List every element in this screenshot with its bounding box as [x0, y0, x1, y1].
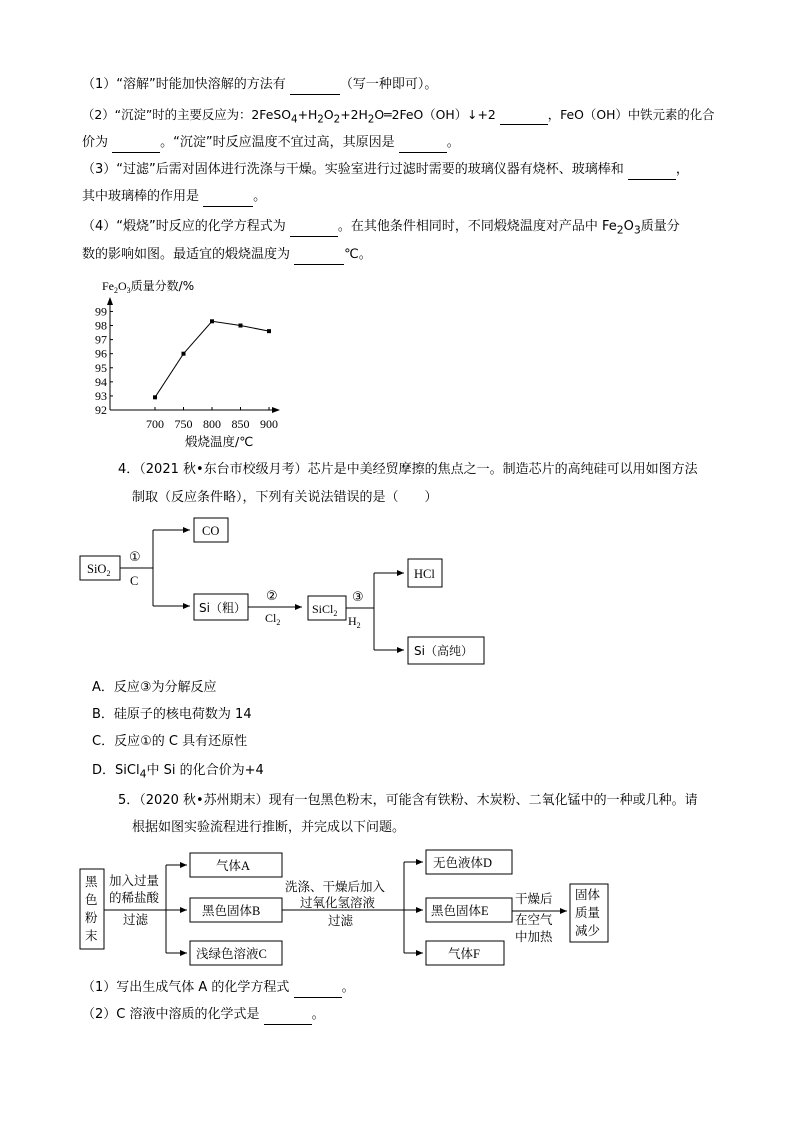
- q3-part4-text: 。在其他条件相同时，不同煅烧温度对产品中 Fe: [337, 219, 617, 234]
- silicon-process-diagram: [78, 515, 498, 675]
- chart-axes: [107, 297, 280, 413]
- q3-part2-line2: [82, 134, 460, 153]
- step3-label: 干燥后: [515, 892, 553, 906]
- answer-blank[interactable]: [264, 1006, 312, 1025]
- result-label: 减少: [575, 924, 601, 938]
- start-label-char: 黑: [85, 875, 98, 889]
- option-b[interactable]: [92, 706, 252, 724]
- solid-e-label: 黑色固体E: [431, 904, 489, 918]
- reaction-2-reagent: $Cl_2$: [265, 611, 281, 627]
- answer-blank[interactable]: [290, 218, 338, 237]
- q5-stem-line1: [118, 792, 698, 810]
- q3-part4-text: 数的影响如图。最适宜的煅烧温度为: [82, 247, 295, 262]
- q3-part4-line1: [82, 218, 680, 240]
- q3-part4-tail: ℃。: [344, 247, 372, 262]
- y-tick-label: 93: [95, 388, 107, 403]
- q3-part4-text: O: [623, 219, 634, 234]
- q3-part2-text: （2）“沉淀”时的主要反应为：2FeSO: [82, 107, 291, 122]
- x-axis-arrow: [272, 407, 280, 413]
- q3-part3-text: 其中玻璃棒的作用是: [82, 189, 204, 204]
- q3-part2-text: O═2FeO（OH）↓+2: [374, 107, 500, 122]
- q3-part2-tail: ，FeO（OH）中铁元素的化合: [547, 107, 715, 122]
- step1-label: 的稀盐酸: [109, 891, 160, 905]
- reaction-1-label: ①: [129, 550, 141, 565]
- q5-stem-line2: 根据如图实验流程进行推断，并完成以下问题。: [132, 820, 406, 835]
- question-text: 现有一包黑色粉末，可能含有铁粉、木炭粉、二氧化锰中的一种或几种。请: [268, 793, 698, 808]
- data-point: [239, 324, 243, 328]
- reaction-3-label: ③: [352, 590, 364, 605]
- step1-label: 过滤: [123, 913, 149, 927]
- answer-blank[interactable]: [500, 106, 548, 125]
- data-point: [182, 352, 186, 356]
- gas-f-label: 气体F: [448, 947, 480, 961]
- question-number: 5．: [118, 793, 140, 808]
- subscript: 2: [616, 223, 624, 237]
- chart-ticks: [95, 304, 278, 431]
- start-label-char: 末: [85, 929, 98, 943]
- chart-xlabel: 煅烧温度/℃: [185, 434, 254, 449]
- option-label: D．: [92, 763, 116, 778]
- step2-label: 洗涤、干燥后加入: [285, 880, 386, 894]
- subscript: 2: [333, 113, 341, 126]
- x-tick-label: 900: [260, 417, 278, 431]
- liquid-d-label: 无色液体D: [433, 856, 493, 870]
- answer-blank[interactable]: [399, 134, 447, 153]
- q5-sub1-tail: 。: [341, 980, 355, 995]
- q5-sub1: [82, 979, 355, 998]
- data-point: [153, 395, 157, 399]
- reaction-2-label: ②: [266, 589, 278, 604]
- x-tick-label: 700: [146, 417, 164, 431]
- q3-part3-tail: 。: [253, 189, 267, 204]
- q3-part3-tail: ，: [675, 162, 689, 177]
- start-label-char: 色: [85, 893, 98, 907]
- x-tick-label: 850: [231, 417, 250, 431]
- q3-part1-text: （1）“溶解”时能加快溶解的方法有: [82, 77, 290, 92]
- experiment-flow-diagram: [78, 845, 618, 970]
- option-text: 反应③为分解反应: [113, 680, 217, 695]
- q4-stem-line1: [118, 461, 698, 479]
- answer-blank[interactable]: [628, 161, 676, 180]
- chart-ylabel: $Fe_2O_3$质量分数/%: [102, 279, 195, 295]
- option-label: C．: [92, 734, 115, 749]
- q4-stem-line2: 制取（反应条件略），下列有关说法错误的是（ ）: [132, 490, 438, 505]
- y-tick-label: 92: [95, 403, 107, 417]
- q3-part4-tail: 质量分: [640, 219, 680, 234]
- series-line: [155, 321, 269, 397]
- answer-blank[interactable]: [294, 979, 342, 998]
- option-text: 硅原子的核电荷数为 14: [113, 707, 252, 722]
- option-d[interactable]: [92, 762, 264, 784]
- step2-label: 过氧化氢溶液: [300, 896, 376, 910]
- q3-part2-text: O: [323, 107, 334, 122]
- subscript: 3: [633, 223, 641, 237]
- answer-blank[interactable]: [290, 76, 340, 95]
- q3-part3-line1: [82, 161, 689, 180]
- sicl2-label: SiCl$_2$: [312, 602, 338, 618]
- si-pure-label: Si（高纯）: [414, 644, 473, 658]
- y-tick-label: 96: [95, 346, 107, 361]
- subscript: 2: [367, 113, 375, 126]
- step1-label: 加入过量: [109, 874, 160, 888]
- reaction-3-reagent: $H_2$: [348, 614, 361, 630]
- sio2-label: SiO$_2$: [87, 562, 111, 578]
- option-c[interactable]: [92, 733, 247, 751]
- step2-label: 过滤: [328, 914, 354, 928]
- option-label: A．: [92, 680, 114, 695]
- data-point: [210, 319, 214, 323]
- q3-part2-text: +H: [297, 107, 318, 122]
- q3-part1: [82, 76, 437, 95]
- solution-c-label: 浅绿色溶液C: [196, 947, 267, 961]
- y-tick-label: 94: [95, 374, 107, 389]
- solid-b-label: 黑色固体B: [202, 904, 261, 918]
- subscript: 4: [139, 767, 147, 781]
- step3-label: 在空气: [515, 913, 553, 927]
- option-label: B．: [92, 707, 114, 722]
- y-tick-label: 95: [95, 360, 107, 375]
- question-text: 芯片是中美经贸摩擦的焦点之一。制造芯片的高纯硅可以用如图方法: [307, 462, 698, 477]
- q5-sub1-text: （1）写出生成气体 A 的化学方程式: [82, 980, 294, 995]
- result-label: 固体: [575, 888, 601, 902]
- option-a[interactable]: [92, 679, 217, 697]
- calcination-chart: [82, 270, 302, 455]
- q5-sub2-text: （2）C 溶液中溶质的化学式是: [82, 1007, 264, 1022]
- q3-part1-tail: （写一种即可）。: [339, 77, 438, 92]
- chart-series: [153, 319, 271, 399]
- subscript: 2: [317, 113, 324, 126]
- q3-part2-text: 价为: [82, 135, 113, 150]
- option-text: SiCl: [115, 763, 140, 778]
- answer-blank[interactable]: [112, 134, 160, 153]
- q3-part2-tail: 。: [446, 135, 460, 150]
- q3-part2-text: +2H: [340, 107, 368, 122]
- question-number: 4．: [118, 462, 140, 477]
- q5-sub2: [82, 1006, 325, 1025]
- reaction-1-reagent: C: [130, 574, 139, 588]
- hcl-label: HCl: [414, 567, 435, 581]
- question-source: （2021 秋•东台市校级月考）: [139, 462, 308, 477]
- q3-part3-text: （3）“过滤”后需对固体进行洗涤与干燥。实验室进行过滤时需要的玻璃仪器有烧杯、玻璃棒和: [82, 162, 628, 177]
- step3-label: 中加热: [515, 930, 553, 944]
- option-text: 反应①的 C 具有还原性: [114, 734, 248, 749]
- q5-sub2-tail: 。: [311, 1007, 325, 1022]
- result-label: 质量: [575, 906, 601, 920]
- y-tick-label: 97: [95, 332, 107, 347]
- q3-part2-text: 。“沉淀”时反应温度不宜过高，其原因是: [160, 135, 399, 150]
- x-tick-label: 800: [203, 417, 221, 431]
- y-tick-label: 98: [95, 318, 107, 333]
- y-tick-label: 99: [95, 304, 107, 319]
- co-label: CO: [202, 524, 220, 538]
- question-source: （2020 秋•苏州期末）: [139, 793, 269, 808]
- start-label-char: 粉: [85, 911, 98, 925]
- answer-blank[interactable]: [294, 246, 344, 265]
- q3-part3-line2: [82, 188, 266, 207]
- answer-blank[interactable]: [203, 188, 253, 207]
- si-crude-label: Si（粗）: [199, 601, 246, 615]
- q3-part4-line2: [82, 246, 372, 265]
- subscript: 4: [290, 113, 298, 126]
- option-text: 中 Si 的化合价为+4: [146, 763, 264, 778]
- q3-part2-line1: [82, 106, 715, 128]
- data-point: [267, 329, 271, 333]
- gas-a-label: 气体A: [216, 859, 251, 873]
- y-axis-arrow: [107, 297, 113, 305]
- x-tick-label: 750: [174, 417, 193, 431]
- q3-part4-text: （4）“煅烧”时反应的化学方程式为: [82, 219, 290, 234]
